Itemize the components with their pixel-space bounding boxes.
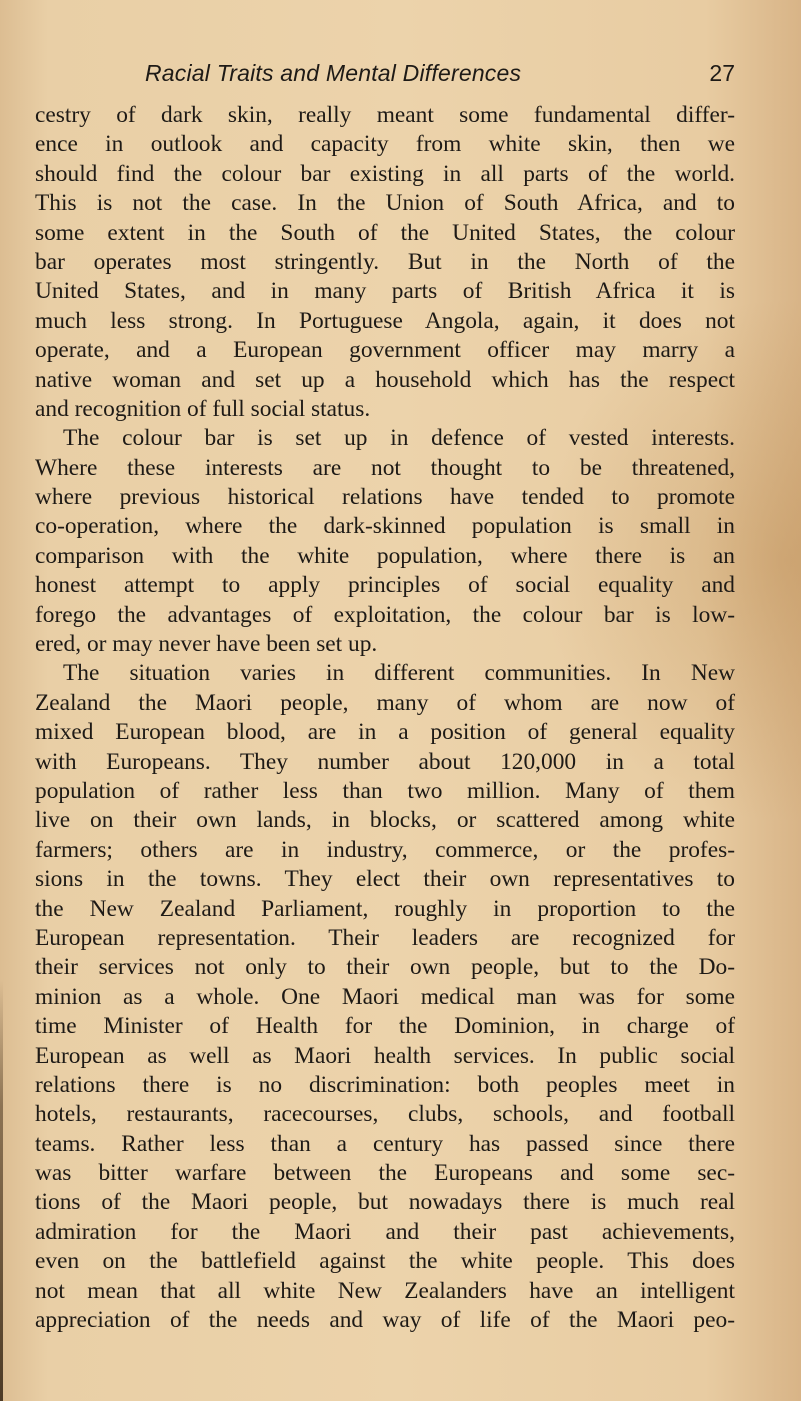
text-line: European as well as Maori health services. In public social: [35, 1042, 735, 1069]
text-line: farmers; others are in industry, commerce, or the profes-: [35, 836, 735, 863]
text-line: with Europeans. They number about 120,000 in a total: [35, 748, 735, 775]
text-line: population of rather less than two million. Many of them: [35, 777, 735, 804]
page-header: [145, 60, 735, 94]
text-line: relations there is no discrimination: both peoples meet in: [35, 1071, 735, 1098]
text-line: was bitter warfare between the Europeans and some sec-: [35, 1160, 735, 1187]
text-line: ence in outlook and capacity from white skin, then we: [35, 131, 735, 158]
text-line: bar operates most stringently. But in the North of the: [35, 248, 735, 275]
text-line: tions of the Maori people, but nowadays there is much real: [35, 1189, 735, 1216]
text-line: cestry of dark skin, really meant some fundamental differ-: [35, 102, 735, 128]
text-line: appreciation of the needs and way of life of the Maori peo-: [35, 1307, 735, 1334]
text-line: live on their own lands, in blocks, or scattered among white: [35, 807, 735, 834]
text-line: native woman and set up a household which has the respect: [35, 366, 735, 393]
text-line: and recognition of full social status.: [35, 395, 371, 422]
text-line: where previous historical relations have tended to promote: [35, 484, 735, 511]
text-line: forego the advantages of exploitation, the colour bar is low-: [35, 601, 735, 628]
text-line: even on the battlefield against the white people. This does: [35, 1248, 735, 1275]
running-head: Racial Traits and Mental Differences: [145, 60, 522, 86]
text-line: some extent in the South of the United States, the colour: [35, 219, 735, 246]
text-line: Where these interests are not thought to be threatened,: [35, 454, 735, 481]
text-line: honest attempt to apply principles of social equality and: [35, 572, 735, 599]
text-line: ered, or may never have been set up.: [35, 631, 378, 658]
text-line: This is not the case. In the Union of South Africa, and to: [35, 190, 735, 217]
text-line: teams. Rather less than a century has passed since there: [35, 1130, 735, 1157]
text-line: comparison with the white population, where there is an: [35, 542, 735, 569]
text-line: mixed European blood, are in a position of general equality: [35, 719, 735, 746]
text-line: minion as a whole. One Maori medical man was for some: [35, 983, 735, 1010]
text-line: sions in the towns. They elect their own representatives to: [35, 866, 735, 893]
text-line: should find the colour bar existing in all parts of the world.: [35, 160, 735, 187]
binding-shadow: [0, 980, 3, 1401]
body-text: [35, 101, 735, 1335]
text-line: much less strong. In Portuguese Angola, again, it does not: [35, 307, 735, 334]
text-line: the New Zealand Parliament, roughly in proportion to the: [35, 895, 735, 922]
text-line: The colour bar is set up in defence of vested interests.: [63, 425, 735, 452]
text-line: time Minister of Health for the Dominion, in charge of: [35, 1013, 735, 1040]
text-line: co-operation, where the dark-skinned population is small in: [35, 513, 735, 540]
text-line: operate, and a European government officer may marry a: [35, 337, 735, 364]
text-line: admiration for the Maori and their past achievements,: [35, 1218, 735, 1245]
text-line: Zealand the Maori people, many of whom are now of: [35, 689, 735, 716]
text-line: their services not only to their own people, but to the Do-: [35, 954, 735, 981]
text-line: United States, and in many parts of British Africa it is: [35, 278, 735, 305]
text-line: European representation. Their leaders are recognized for: [35, 924, 735, 951]
page-number: 27: [709, 60, 735, 86]
text-line: hotels, restaurants, racecourses, clubs, schools, and football: [35, 1101, 735, 1128]
text-line: not mean that all white New Zealanders have an intelligent: [35, 1277, 735, 1304]
text-line: The situation varies in different communities. In New: [63, 660, 735, 687]
